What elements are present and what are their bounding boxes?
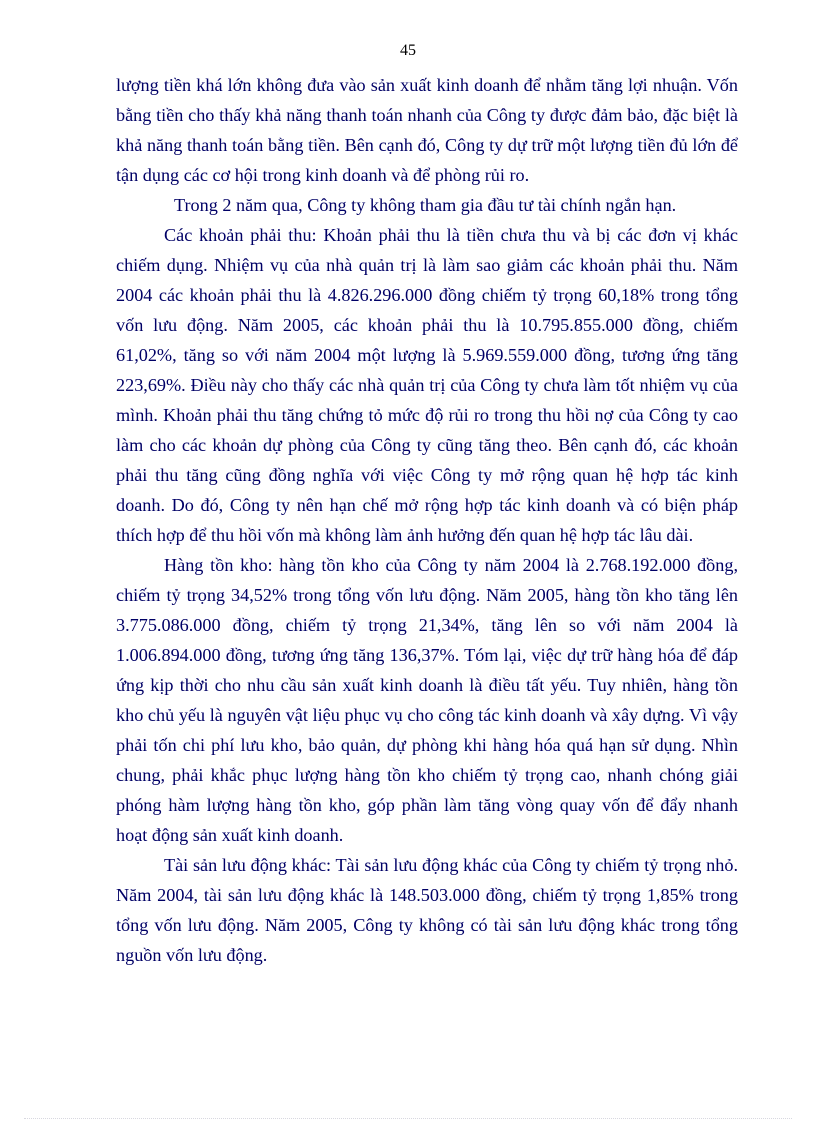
paragraph-short-term-investment: Trong 2 năm qua, Công ty không tham gia đầu tư tài chính ngắn hạn. <box>174 195 677 215</box>
page-number: 45 <box>400 42 416 59</box>
body-text <box>116 70 738 970</box>
paragraph-other-current-assets: Tài sản lưu động khác: Tài sản lưu động khác của Công ty chiếm tỷ trọng nhỏ. Năm 2004, tài sản lưu động khác là 148.503.000 đồng, chiếm tỷ trọng 1,85% trong tổng vốn lưu động. Năm 2005, Công ty không có tài sản lưu động khác trong tổng nguồn vốn lưu động. <box>116 855 738 965</box>
paragraph-cash: lượng tiền khá lớn không đưa vào sản xuất kinh doanh để nhằm tăng lợi nhuận. Vốn bằng tiền cho thấy khả năng thanh toán nhanh của Công ty được đảm bảo, đặc biệt là khả năng thanh toán bằng tiền. Bên cạnh đó, Công ty dự trữ một lượng tiền đủ lớn để tận dụng các cơ hội trong kinh doanh và để phòng rủi ro. <box>116 75 738 185</box>
paragraph-inventory: Hàng tồn kho: hàng tồn kho của Công ty năm 2004 là 2.768.192.000 đồng, chiếm tỷ trọng 34,52% trong tổng vốn lưu động. Năm 2005, hàng tồn kho tăng lên 3.775.086.000 đồng, chiếm tỷ trọng 21,34%, tăng lên so với năm 2004 là 1.006.894.000 đồng, tương ứng tăng 136,37%. Tóm lại, việc dự trữ hàng hóa để đáp ứng kịp thời cho nhu cầu sản xuất kinh doanh là điều tất yếu. Tuy nhiên, hàng tồn kho chủ yếu là nguyên vật liệu phục vụ cho công tác kinh doanh và xây dựng. Vì vậy phải tốn chi phí lưu kho, bảo quản, dự phòng khi hàng hóa quá hạn sử dụng. Nhìn chung, phải khắc phục lượng hàng tồn kho chiếm tỷ trọng cao, nhanh chóng giải phóng hàm lượng hàng tồn kho, góp phần làm tăng vòng quay vốn để đẩy nhanh hoạt động sản xuất kinh doanh. <box>116 555 738 845</box>
paragraph-receivables: Các khoản phải thu: Khoản phải thu là tiền chưa thu và bị các đơn vị khác chiếm dụng. Nhiệm vụ của nhà quản trị là làm sao giảm các khoản phải thu. Năm 2004 các khoản phải thu là 4.826.296.000 đồng chiếm tỷ trọng 60,18% trong tổng vốn lưu động. Năm 2005, các khoản phải thu là 10.795.855.000 đồng, chiếm 61,02%, tăng so với năm 2004 một lượng là 5.969.559.000 đồng, tương ứng tăng 223,69%. Điều này cho thấy các nhà quản trị của Công ty chưa làm tốt nhiệm vụ của mình. Khoản phải thu tăng chứng tỏ mức độ rủi ro trong thu hồi nợ của Công ty cao làm cho các khoản dự phòng của Công ty cũng tăng theo. Bên cạnh đó, các khoản phải thu tăng cũng đồng nghĩa với việc Công ty mở rộng quan hệ hợp tác kinh doanh. Do đó, Công ty nên hạn chế mở rộng hợp tác kinh doanh và có biện pháp thích hợp để thu hồi vốn mà không làm ảnh hưởng đến quan hệ hợp tác lâu dài. <box>116 225 738 545</box>
page-bottom-divider <box>24 1118 792 1119</box>
